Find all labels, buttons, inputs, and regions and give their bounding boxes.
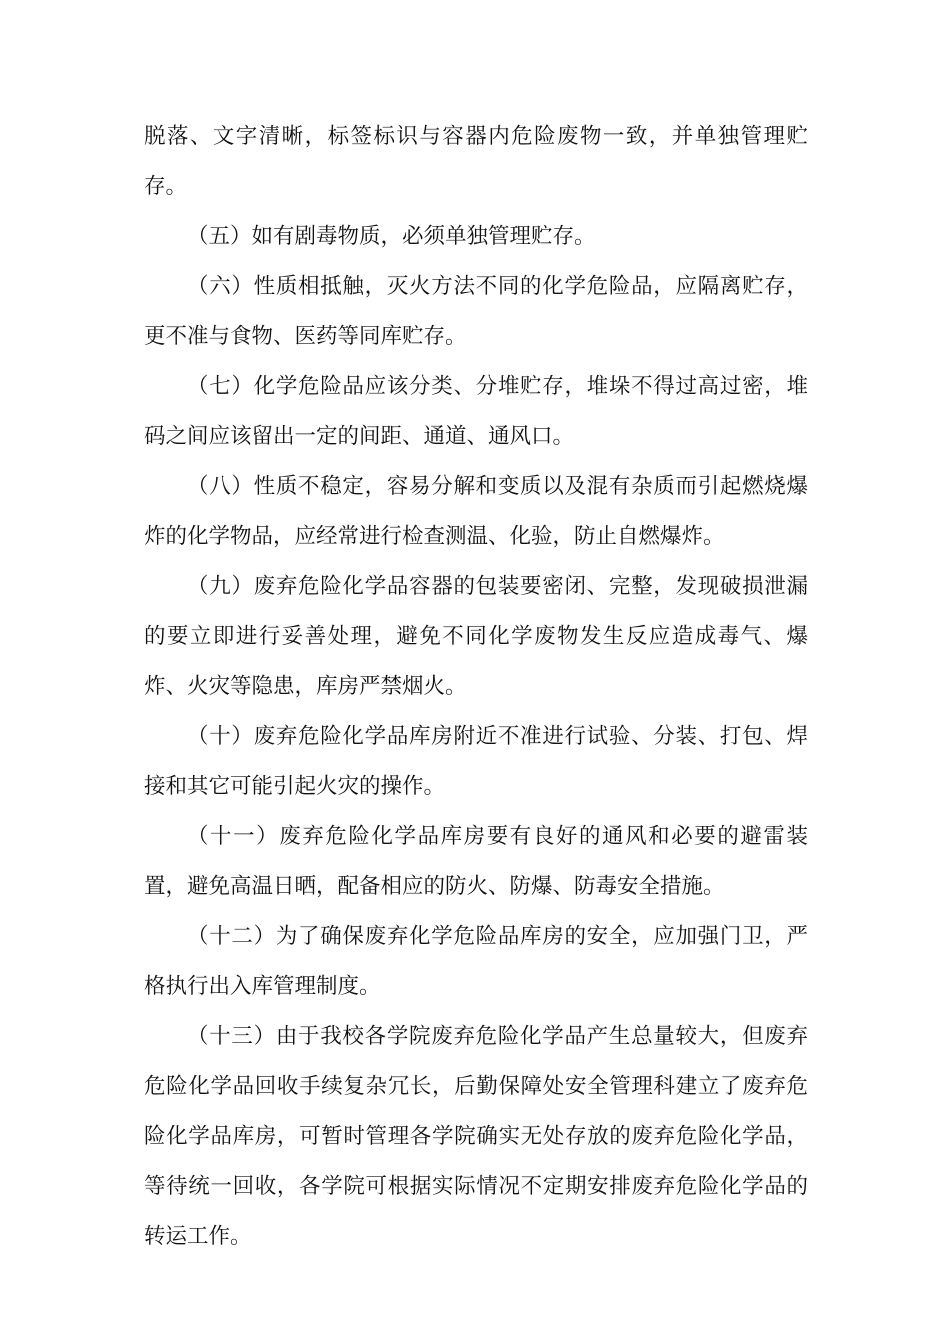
paragraph-item-8: （八）性质不稳定，容易分解和变质以及混有杂质而引起燃烧爆炸的化学物品，应经常进行检查测温、化验，防止自燃爆炸。: [144, 474, 808, 549]
paragraph-item-7: （七）化学危险品应该分类、分堆贮存，堆垛不得过高过密，堆码之间应该留出一定的间距、通道、通风口。: [144, 374, 808, 449]
document-body: [144, 112, 808, 1262]
paragraph-item-9: （九）废弃危险化学品容器的包装要密闭、完整，发现破损泄漏的要立即进行妥善处理，避免不同化学废物发生反应造成毒气、爆炸、火灾等隐患，库房严禁烟火。: [144, 574, 808, 699]
paragraph-item-10: （十）废弃危险化学品库房附近不准进行试验、分装、打包、焊接和其它可能引起火灾的操作。: [144, 724, 808, 799]
paragraph-item-11: （十一）废弃危险化学品库房要有良好的通风和必要的避雷装置，避免高温日晒，配备相应的防火、防爆、防毒安全措施。: [144, 824, 808, 899]
paragraph-item-5: （五）如有剧毒物质，必须单独管理贮存。: [187, 224, 596, 249]
paragraph-item-12: （十二）为了确保废弃化学危险品库房的安全，应加强门卫，严格执行出入库管理制度。: [144, 924, 808, 999]
paragraph-item-13: （十三）由于我校各学院废弃危险化学品产生总量较大，但废弃危险化学品回收手续复杂冗长，后勤保障处安全管理科建立了废弃危险化学品库房，可暂时管理各学院确实无处存放的废弃危险化学品，等待统一回收，各学院可根据实际情况不定期安排废弃危险化学品的转运工作。: [144, 1024, 808, 1249]
paragraph-continued: 脱落、文字清晰，标签标识与容器内危险废物一致，并单独管理贮存。: [144, 124, 808, 199]
paragraph-item-6: （六）性质相抵触，灭火方法不同的化学危险品，应隔离贮存，更不准与食物、医药等同库贮存。: [144, 274, 808, 349]
